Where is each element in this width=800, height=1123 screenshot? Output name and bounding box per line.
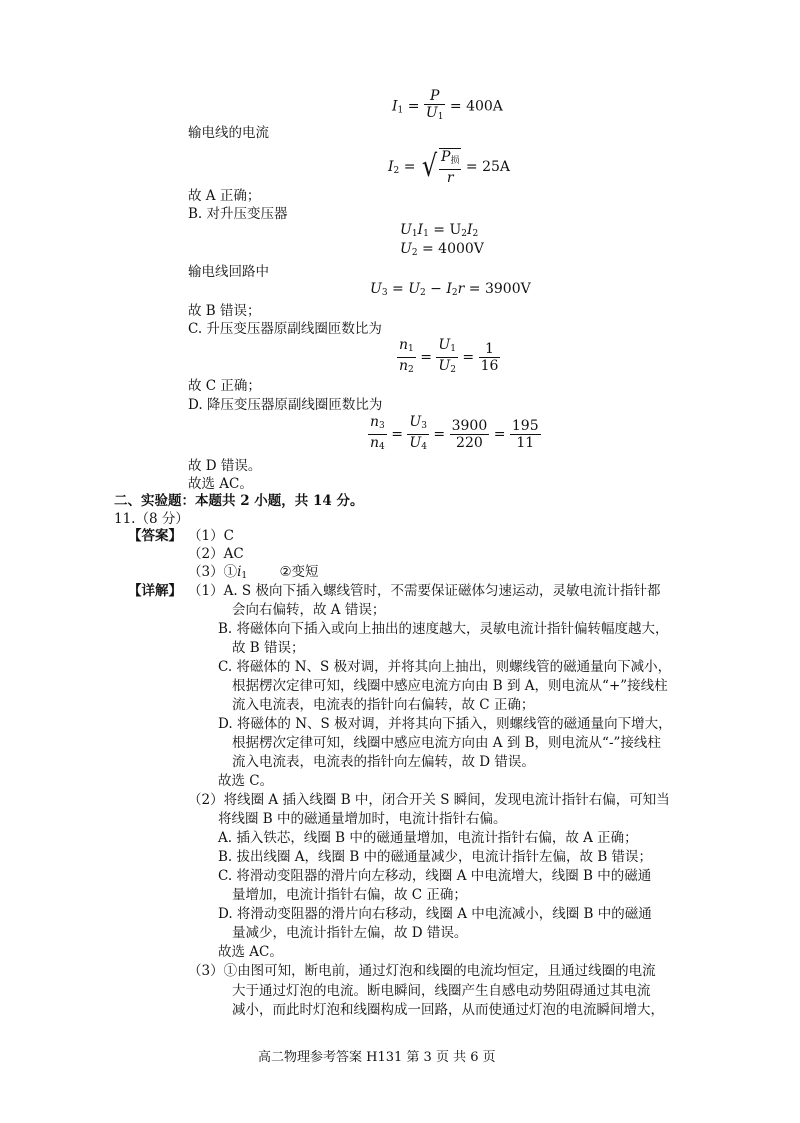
- p1d-line3: 流入电流表，电流表的指针向左偏转，故 D 错误。: [232, 754, 535, 770]
- p3-line1: （3）①由图可知，断电前，通过灯泡和线圈的电流均恒定，且通过线圈的电流: [188, 963, 656, 979]
- section-heading: 二、实验题：本题共 2 小题，共 14 分。: [114, 493, 364, 509]
- p3-line2: 大于通过灯泡的电流。断电瞬间，线圈产生自感电动势阻碍通过其电流: [232, 983, 651, 999]
- detail-label: 【详解】: [128, 583, 182, 599]
- p1d-line2: 根据楞次定律可知，线圈中感应电流方向由 A 到 B，则电流从“-”接线柱: [232, 735, 661, 751]
- d-heading: D. 降压变压器原副线圈匝数比为: [188, 397, 383, 413]
- b-heading: B. 对升压变压器: [188, 206, 288, 222]
- c-heading: C. 升压变压器原副线圈匝数比为: [188, 321, 382, 337]
- p1c-line2: 根据楞次定律可知，线圈中感应电流方向由 B 到 A，则电流从“+”接线柱: [232, 678, 668, 694]
- line-transmission-current: 输电线的电流: [188, 125, 269, 141]
- p2d-line2: 量减少，电流计指针左偏，故 D 错误。: [232, 925, 468, 941]
- p2b: B. 拔出线圈 A，线圈 B 中的磁通量减少，电流计指针左偏，故 B 错误；: [218, 849, 653, 865]
- d-wrong: 故 D 错误。: [188, 458, 262, 474]
- p2-line1: （2）将线圈 A 插入线圈 B 中，闭合开关 S 瞬间，发现电流计指针右偏，可知当: [188, 792, 670, 808]
- p2-choose: 故选 AC。: [218, 944, 283, 960]
- p1-choose: 故选 C。: [218, 773, 274, 789]
- line-loop: 输电线回路中: [188, 264, 269, 280]
- p1a-line1: （1）A. S 极向下插入螺线管时，不需要保证磁体匀速运动，灵敏电流计指针都: [188, 583, 661, 599]
- answer-3: $(3)①i_1$ ②变短: [188, 564, 319, 581]
- p3-line3: 减小，而此时灯泡和线圈构成一回路，从而使通过灯泡的电流瞬间增大，: [232, 1002, 664, 1018]
- equation-ratio-step-down: $\frac{n_3}{n_4}$ = $\frac{U_3}{U_4}$ = $\frac{3900}{220}$ = $\frac{195}{11}$: [370, 414, 539, 452]
- p1c-line3: 流入电流表，电流表的指针向右偏转，故 C 正确；: [232, 697, 535, 713]
- p2d-line1: D. 将滑动变阻器的滑片向右移动，线圈 A 中电流减小，线圈 B 中的磁通: [218, 906, 652, 922]
- p2a: A. 插入铁芯，线圈 B 中的磁通量增加，电流计指针右偏，故 A 正确；: [218, 830, 638, 846]
- p2c-line2: 量增加，电流计指针右偏，故 C 正确；: [232, 887, 467, 903]
- p1a-line2: 会向右偏转，故 A 错误；: [232, 602, 386, 618]
- p1b-line2: 故 B 错误；: [232, 640, 305, 656]
- equation-u1i1: $U_1I_1 = U_2I_2$: [400, 222, 479, 239]
- question-11: 11.（8 分）: [114, 511, 189, 527]
- p1c-line1: C. 将磁体的 N、S 极对调，并将其向上抽出，则螺线管的磁通量向下减小，: [218, 659, 672, 675]
- p2c-line1: C. 将滑动变阻器的滑片向左移动，线圈 A 中电流增大，线圈 B 中的磁通: [218, 868, 652, 884]
- answer-1: （1）C: [188, 528, 234, 544]
- choose-ac: 故选 AC。: [188, 476, 253, 492]
- equation-ratio-step-up: $\frac{n_1}{n_2}$ = $\frac{U_1}{U_2}$ = $\frac{1}{16}$: [399, 337, 499, 375]
- equation-u2: $U_2 = 4000V$: [400, 241, 484, 258]
- c-correct: 故 C 正确；: [188, 378, 261, 394]
- page-footer: 高二物理参考答案 H131 第 3 页 共 6 页: [258, 1050, 496, 1065]
- answer-2: （2）AC: [188, 546, 244, 562]
- equation-i1: $I_1$ = $\frac{P}{U_1}$ = 400A: [392, 88, 503, 122]
- answer-label: 【答案】: [128, 528, 182, 544]
- b-wrong: 故 B 错误；: [188, 303, 261, 319]
- equation-i2: $I_2$ = √ $\frac{P_损}{r}$ = 25A: [388, 149, 511, 186]
- equation-u3: $U_3 = U_2 - I_2r = 3900V$: [370, 281, 531, 298]
- p1d-line1: D. 将磁体的 N、S 极对调，并将其向下插入，则螺线管的磁通量向下增大，: [218, 716, 672, 732]
- p2-line2: 将线圈 B 中的磁通量增加时，电流计指针右偏。: [218, 811, 507, 827]
- p1b-line1: B. 将磁体向下插入或向上抽出的速度越大，灵敏电流计指针偏转幅度越大，: [218, 621, 669, 637]
- a-correct: 故 A 正确；: [188, 188, 261, 204]
